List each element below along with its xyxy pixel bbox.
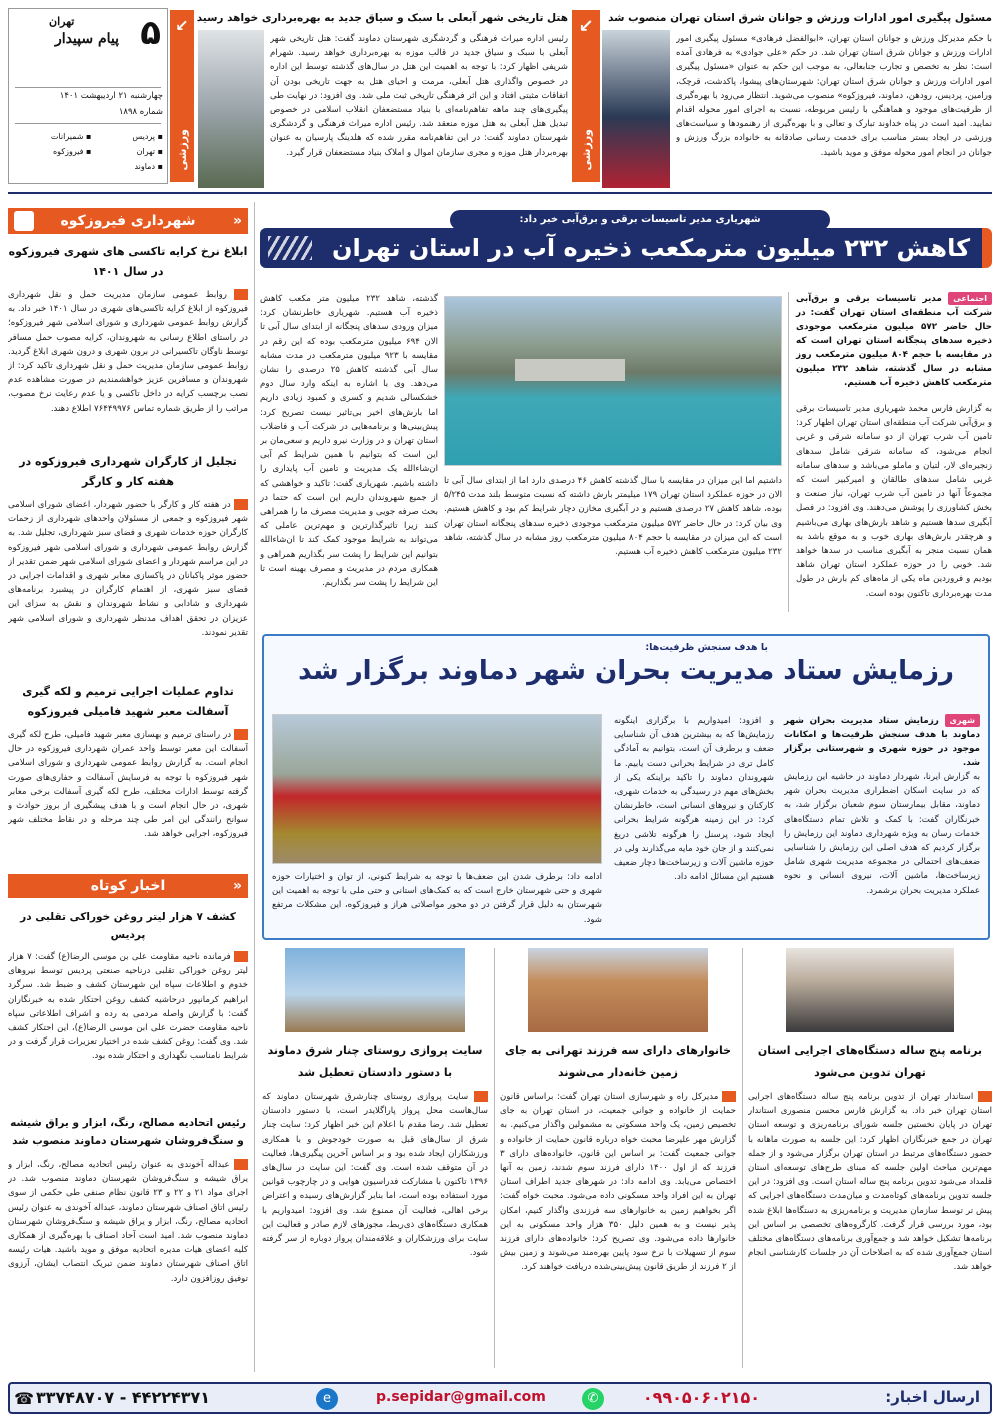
section-band-sports-2 [170, 10, 194, 182]
short-news-body: فرمانده ناحیه مقاومت علی بن موسی الرضا(ع) گفت: ۷ هزار لیتر روغن خوراکی تقلبی درناحیه صنعتی پردیس توسط نیروهای خدوم و اطلاعات سپاه این شهرستان کشف و ضبط شد. سرگرد ابراهیم کرمانپور درحاشیه کشف روغن احتکار شده به خبرنگاران گفت: با گزارش واصله مردمی به رده و اشراف اطلاعاتی سپاه ناحیه مقاومت حضرت علی ابن موسی الرضا(ع)، این احتکار کشف شد. وی گفت: روغن کشف شده در اختیار تعزیرات قرار گرفت و در شرایط نامناسب نگهداری و احتکار شده بود. [8, 952, 248, 1062]
short-news-2 [8, 1114, 248, 1368]
short-news-body: عبداله آخوندی به عنوان رئیس اتحادیه مصالح، رنگ، ابزار و یراق شیشه و سنگ‌فروشان شهرستان دماوند منصوب شد. در اجرای مواد ۲۱ و ۲۲ و ۲۳ قانون نظام صنفی طی حکمی از سوی رئیس اتاق اصناف شهرستان دماوند، عبداله آخوندی به عنوان رئیس اتحادیه مصالح، رنگ، ابزار و یراق شیشه و سنگ‌فروشان شهرستان دماوند منصوب شد. امید است آحاد اصناف با بهره‌گیری از همکاری کلیه اعضای هیات مدیره اتحادیه موفق و موید باشید. هیات رئیسه اتاق اصناف شهرستان دماوند ضمن تبریک انتصاب ایشان، آرزوی توفیق روزافزون دارد. [8, 1160, 248, 1284]
bottom-photo-governor [786, 948, 954, 1032]
lead-headline-box [260, 228, 992, 268]
sidebar-item-2 [8, 452, 248, 668]
drill-photo [272, 714, 602, 864]
page-number: ۵ [140, 13, 161, 53]
top-news-1 [602, 10, 992, 185]
city-item: ▪ پردیس [132, 132, 163, 141]
sidebar-item-body: در راستای ترمیم و بهسازی معبر شهید فامیلی، طرح لکه گیری آسفالت این معبر توسط واحد عمران شهرداری فیروزکوه در حال انجام است. به گزارش روابط عمومی شهرداری و شورای اسلامی شهر فیروزکوه با توجه به فرسایش آسفالت و حفاری‌های صورت گرفته توسط ادارات مختلف، طرح لکه گیری آسفالت برخی معابر شهری، در حال انجام است و با هدف پیشگیری از بروز حوادث و سوانح رانندگی این امر طی چند مرحله و در نقاط مختلف شهر فیروزکوه، اجرایی خواهد شد. [8, 730, 248, 840]
sidebar-header-arrow-icon: « [232, 213, 242, 229]
short-news-title: کشف ۷ هزار لیتر روغن خوراکی تقلبی در پردیس [20, 911, 236, 941]
footer-bar [8, 1382, 992, 1414]
logo: پیام سپیدار [54, 31, 120, 47]
news-photo-hotel [198, 30, 264, 188]
lead-headline: کاهش ۲۳۲ میلیون مترمکعب ذخیره آب در استان تهران [331, 234, 971, 262]
sidebar-item-title: ابلاغ نرخ کرایه تاکسی های شهری فیروزکوه در سال ۱۴۰۱ [8, 245, 248, 278]
sidebar [8, 202, 248, 1372]
section-tag: اجتماعی [948, 292, 992, 305]
section-band-sports-1 [572, 10, 600, 182]
section-label: ورزشی [176, 128, 189, 170]
sidebar-item-3 [8, 682, 248, 868]
sidebar-item-body: روابط عمومی سازمان مدیریت حمل و نقل شهرداری فیروزکوه از ابلاغ کرایه تاکسی‌های شهری در سال ۱۴۰۱ خبر داد. به گزارش روابط عمومی شهرداری و شورای اسلامی شهر فیروزکوه؛ در راستای اطلاع رسانی به شهروندان، کرایه مصوب حمل مسافر توسط ناوگان تاکسیرانی در برون شهری و درون شهری ابلاغ گردید. روابط عمومی سازمان مدیریت حمل و نقل شهرداری تاکید کرد: از شهروندان و مسافرین عزیز خواهشمندیم در صورت مشاهده عدم نصب برچسب کرایه در داخل تاکسی و یا عدم رعایت نرخ مصوب، مراتب را از طریق شماره تماس ۷۶۴۴۹۹۷۶ اطلاع دهند. [8, 290, 248, 414]
dam-wall-shape [515, 359, 625, 381]
lead-col-left: گذشته، شاهد ۲۳۲ میلیون متر مکعب کاهش ذخیره آب هستیم. شهریاری خاطرنشان کرد: میزان ورودی سدهای پنجگانه از ابتدای سال آبی تا الان ۶۹۴ میلیون مترمکعب بوده که این رقم در مقایسه با ۹۲۳ میلیون مترمکعب در مدت مشابه سال آبی گذشته کاهش ۲۵ درصدی را نشان می‌دهد. وی با اشاره به اینکه وارد سال دوم خشکسالی شدیم و کسری و کمبود زیادی داریم اما بارش‌های اخیر بی‌تاثیر نیست تصریح کرد: پیش‌بینی‌ها و برنامه‌هایی در شرکت آب و فاضلاب استان تهران و در وزارت نیرو داریم و سعی‌مان بر این است که بتوانیم با همین شرایط کم آبی ان‌شاءالله یک مدیریت و تامین آب پایداری را داشته باشیم. شهریاری گفت: تاکید و خواهشی که از جمیع شهروندان داریم این است که حتما در بحث صرفه جویی و مدیریت مصرف ما را همراهی کنند زیرا تاثیرگذارترین و مهم‌ترین عاملی که می‌تواند به شرایط موجود کمک کند تا ان‌شاءالله بتوانیم این شرایط را پشت سر بگذاریم همراهی و همکاری مردم در مدیریت و مصرف بهینه است تا این شرایط را پشت سر بگذاریم. [260, 294, 438, 589]
bottom-story-body: مدیرکل راه و شهرسازی استان تهران گفت: براساس قانون حمایت از خانواده و جوانی جمعیت، در استان تهران به جای تخصیص زمین، یک واحد مسکونی به مشمولین واگذار می‌کنیم. به گزارش مهر علیرضا محبت خواه درباره قانون حمایت از خانواده و جوانی جمعیت گفت: بر اساس این قانون، خانواده‌های دارای ۳ فرزند که از اول ۱۴۰۰ دارای فرزند سوم شدند، زمین به آنها اختصاص می‌یابد. وی ادامه داد: در شهرهای جدید اطراف استان تهران به این افراد واحد مسکونی داده می‌شود. محبت خواه گفت: اگر بخواهیم زمین به خانوارهای سه فرزندی واگذار کنیم، امکان پذیر نیست و به همین دلیل ۳۵۰ هزار واحد مسکونی به این خانوارها داده می‌شود. وی تصریح کرد: خانواده‌های دارای فرزند سوم از تسهیلات با نرخ سود پایین بهره‌مند می‌شوند و زمین بیش از ۲ فرزند از طریق قانون پیش‌بینی‌شده دریافت خواهند کرد. [500, 1092, 736, 1273]
sidebar-item-1 [8, 242, 248, 428]
lead-kicker: شهریاری مدیر تاسیسات برقی و برق‌آبی خبر داد: [450, 210, 830, 230]
lead-col-right: به گزارش فارس محمد شهریاری مدیر تاسیسات برقی و برق‌آبی شرکت آب منطقه‌ای استان تهران اظهار کرد: تامین آب شرب تهران از دو سامانه شرقی و غربی انجام می‌شود، که سامانه شرقی شامل سدهای زنجیره‌ای لار، لتیان و ماملو می‌باشد و سدهای سامانه غربی شامل سدهای طالقان و امیرکبیر است که مجموعاً آنها در تامین آب شرب تهران، نیاز صنعت و بخش کشاورزی را پوشش می‌دهند. وی افزود: در فصل آبگیری سدها هستیم و شاهد بارش‌های بهاری می‌باشیم و هرچقدر بارش‌های بهاری خوب و به موقع باشد به همان نسبت منجر به آبگیری مناسب در سدها خواهد شد. خوبی را در حوزه عملکرد استان تهران شاهد بودیم و فروردین ماه یکی از ماه‌های کم بارش در طول مدت بهره‌برداری تاکنون بوده است. [796, 404, 992, 599]
short-news-arrow-icon: « [232, 878, 242, 894]
bottom-story-title: خانوارهای دارای سه فرزند تهرانی به جای زمین خانه‌دار می‌شوند [504, 1044, 732, 1079]
city-list [13, 129, 163, 174]
second-kicker: با هدف سنجش ظرفیت‌ها: [645, 642, 768, 653]
masthead [8, 8, 168, 184]
bottom-photo-buildings [528, 948, 708, 1032]
footer-email[interactable]: p.sepidar@gmail.com [376, 1389, 546, 1405]
second-col-left: ادامه داد: برطرف شدن این ضعف‌ها با توجه به شرایط کنونی، از توان و اختیارات حوزه شهری و حتی شهرستان خارج است که به کمک‌های استانی و حتی ملی با توجه به اهمیت این شهرستان به دلیل قرار گرفتن در دو محور مواصلاتی هراز و فیروزکوه، این مشکلات مرتفع شود. [272, 872, 602, 925]
second-headline: رزمایش ستاد مدیریت بحران شهر دماوند برگزار شد [298, 656, 954, 686]
city-emblem-icon [14, 211, 34, 231]
sidebar-item-title: تداوم عملیات اجرایی ترمیم و لکه گیری آسفالت معبر شهید فامیلی فیروزکوه [22, 685, 234, 718]
sidebar-header: « شهرداری فیروزکوه [8, 208, 248, 234]
bottom-story-body: سایت پروازی روستای چنارشرق شهرستان دماوند که سال‌هاست محل پرواز پاراگلایدر است، با دستور دادستان تعطیل شد. رضا مقدم با اعلام این خبر اظهار کرد: سایت چنار شرق از سال‌های قبل به صورت خودجوش و با همکاری ورزشکاران ایجاد شده بود و بر اساس آخرین پیگیری‌ها، فعالیت در آن متوقف شده است. وی گفت: این سایت در سال‌های ۱۳۹۶ تاکنون با مشارکت فدراسیون هوایی و در چارچوب قوانین مورد استفاده بوده است، اما بنابر گزارش‌های رسیده و اعتراض برخی اهالی، فعالیت آن ممنوع شد. وی افزود: امیدواریم با همکاری دستگاه‌های ذی‌ربط، مجوزهای لازم صادر و فعالیت این سایت برای ورزشکاران و علاقه‌مندان پرواز دوباره از سر گرفته شود. [262, 1092, 488, 1259]
news-body: با حکم مدیرکل ورزش و جوانان استان تهران، «ابوالفضل فرهادی» مسئول پیگیری امور ادارات ورزش و جوانان شرق استان تهران شد. در حکم «علی جوادی» به فرهادی آمده است: نظر به تخصص و تجارب جنابعالی، به موجب این حکم به عنوان «مسئول پیگیری امور ادارات ورزش و جوانان شرق استان تهران: شهرستان‌های پیشوا، پاکدشت، قرچک، ورامین، پردیس، رودهن، دماوند، فیروزکوه» منصوب می‌شوید. انتظار می‌رود با بهره‌گیری از ظرفیت‌های موجود و هماهنگی با رئیس مربوطه، نسبت به اجرای امور محوله اقدام نمایید. امید است در پناه خداوند تبارک و تعالی و با بهره‌گیری از رهنمودها و سیاست‌های ورزشی در ایجاد بستر مناسب برای خدمت رسانی صادقانه به خانواده بزرگ ورزش و جوانان در انجام امور محوله موفق و موید باشید. [676, 34, 992, 158]
news-title: هتل تاریخی شهر آبعلی با سبک و سیاق جدید به بهره‌برداری خواهد رسید [196, 12, 568, 24]
sidebar-item-body: در هفته کار و کارگر با حضور شهردار، اعضای شورای اسلامی شهر فیروزکوه و جمعی از مسئولان واحدهای شهرداری از زحمات کارگران حوزه خدمات شهری و فضای سبز شهرداری، تجلیل شد. به گزارش روابط عمومی شهرداری و شورای اسلامی شهر فیروزکوه در این مراسم شهردار و اعضای شورای اسلامی شهر ضمن تقدیر از حضور موثر پاکبانان در پاکسازی معابر شهری و اقدامات اجرایی در فضای سبز شهری، از اهتمام کارگران در پیشبرد برنامه‌های شهرداری و شادابی و نشاط شهروندان و نقش به سزای این عزیزان در تحقق اهداف مدنظر شهرداری و شورای اسلامی شهر تقدیر نمودند. [8, 500, 248, 638]
short-news-title: رئیس اتحادیه مصالح، رنگ، ابزار و یراق شیشه و سنگ‌فروشان شهرستان دماوند منصوب شد [10, 1117, 246, 1147]
short-news-header: « اخبار کوتاه [8, 874, 248, 898]
footer-label: ارسال اخبار: [885, 1388, 980, 1406]
lead-summary: اجتماعی مدیر تاسیسات برقی و برق‌آبی شرکت آب منطقه‌ای استان تهران گفت: در حال حاضر ۵۷۲ میلیون مترمکعب موجودی ذخیره سدهای پنجگانه استان تهران است که در مقایسه با حجم ۸۰۴ میلیون مترمکعب روز مشابه در سال گذشته، شاهد ۲۳۲ میلیون مترمکعب کاهش ذخیره آب هستیم. [796, 294, 992, 388]
bottom-story-1 [748, 948, 992, 1368]
bullet-arrow-icon [234, 289, 248, 300]
sidebar-item-title: تجلیل از کارگران شهرداری فیروزکوه در هفته کار و کارگر [19, 455, 237, 488]
bottom-story-3 [262, 948, 488, 1368]
footer-phones[interactable]: ۴۴۲۲۴۳۷۱ - ۳۳۷۴۸۷۰۷ [36, 1388, 211, 1407]
bullet-arrow-icon [978, 1091, 992, 1102]
lead-col-mid: داشتیم اما این میزان در مقایسه با سال گذشته کاهش ۴۶ درصدی دارد اما از ابتدای سال آبی تا الان در حوزه عملکرد استان تهران ۱۷۹ میلیمتر بارش داشته که نسبت متوسط بلند مدت ۵/۲۴۵ بوده، شاهد کاهش ۲۷ درصدی هستیم و در آبگیری مخازن دچار شرایط کم بود و کاهش هستیم. وی بیان کرد: در حال حاضر ۵۷۲ میلیون مترمکعب موجودی ذخیره سدهای پنجگانه استان تهران است که این میزان در مقایسه با حجم ۸۰۴ میلیون مترمکعب روز مشابه در سال گذشته، شاهد ۲۳۲ میلیون مترمکعب کاهش ذخیره آب هستیم. [444, 476, 782, 558]
dam-photo [444, 296, 782, 466]
issue-number: شماره ۱۸۹۸ [118, 107, 163, 117]
city-item: ▪ تهران [136, 147, 163, 156]
bullet-arrow-icon [234, 1159, 248, 1170]
second-summary: شهری رزمایش ستاد مدیریت بحران شهر دماوند با هدف سنجش ظرفیت‌ها و امکانات موجود در حوزه شهری و شهرستانی برگزار شد. [784, 716, 980, 768]
bottom-story-title: سایت پروازی روستای چنار شرق دماوند با دستور دادستان تعطیل شد [267, 1044, 483, 1079]
section-arrow-icon: ↙ [578, 16, 594, 37]
stripes-decor-icon [268, 236, 312, 260]
whatsapp-icon: ✆ [582, 1388, 604, 1410]
bottom-story-body: استاندار تهران از تدوین برنامه پنج ساله دستگاه‌های اجرایی استان تهران خبر داد. به گزارش فارس محسن منصوری استاندار تهران در پایان نخستین جلسه شورای برنامه‌ریزی و توسعه استان تهران در جمع خبرنگاران اظهار کرد: این جلسه به صورت ماهانه با حضور دستگاه‌های مرتبط در استان تهران برگزار می‌شود و از جمله مهم‌ترین مباحث اولین جلسه که مبنای طرح‌های توسعه‌ای استان قلمداد می‌شود تدوین برنامه پنج ساله استان است. وی افزود: در این جلسه تدوین برنامه‌های کوتاه‌مدت و میان‌مدت دستگاه‌های اجرایی که پیش تر توسط سازمان مدیریت و برنامه‌ریزی به دستگاه‌ها ابلاغ شده بود، مورد بررسی قرار گرفت. کارگروه‌های تخصصی بر اساس این برنامه‌ها تشکیل خواهد شد و جمع‌آوری برنامه‌های دستگاه‌های مختلف استان جمع‌آوری شده که به اصلاحات آن در جلسات کارشناسی انجام خواهد شد. [748, 1092, 992, 1273]
news-photo-official [602, 30, 670, 188]
top-news-2 [196, 10, 568, 185]
short-news-1 [8, 908, 248, 1120]
news-body: رئیس اداره میراث فرهنگی و گردشگری شهرستان دماوند گفت: هتل تاریخی شهر آبعلی با سبک و سیاق جدید در قالب موزه به بهره‌برداری خواهد رسید. شهرام شریفی اظهار کرد: با توجه به اهمیت این هتل در سال‌های گذشته توسط این اداره در خصوص واگذاری هتل آبعلی، مرمت و احیای هتل به جهت تاریخی بودن آن اتفاقات مثبتی افتاد و این اثر فرهنگی تاریخی ثبت ملی شد. وی افزود: در نهایت طی پیگیری‌های چند ماهه تفاهم‌نامه‌ای با بنیاد مستضعفان انقلاب اسلامی در خصوص تبدیل هتل آبعلی به هتل موزه منعقد شد. رئیس اداره میراث فرهنگی و گردشگری شهرستان دماوند گفت: در این تفاهم‌نامه مقرر شده که هلدینگ پارسیان به عنوان بهره‌بردار هتل موزه و مجری سازمان اموال و املاک بنیاد مستضعفان قرار گیرد. [270, 34, 568, 158]
bullet-arrow-icon [722, 1091, 736, 1102]
bottom-photo-paragliders [285, 948, 465, 1032]
issue-date: چهارشنبه ۲۱ اردیبهشت ۱۴۰۱ [59, 91, 163, 101]
second-col-right: به گزارش ایرنا، شهردار دماوند در حاشیه این رزمایش که در سایت اسکان اضطراری مدیریت بحران شهر دماوند، مقابل بیمارستان سوم شعبان برگزار شد، به خبرنگاران گفت: با کمک و تلاش تمام دستگاه‌های خدمات رسان به ویژه شهرداری دماوند این رزمایش را برگزار کردیم که هدف اصلی این رزمایش را شناسایی ضعف‌های احتمالی در مجموعه مدیریت شهری شامل زیرساخت‌ها، ماشین آلات، نیروی انسانی و نحوه عملکرد مدیریت بحران برشمرد. [784, 772, 980, 896]
section-arrow-icon: ↙ [175, 16, 189, 35]
bullet-arrow-icon [234, 951, 248, 962]
city-item: ▪ شمیرانات [50, 132, 92, 141]
second-story [262, 634, 990, 940]
email-icon: e [316, 1388, 338, 1410]
news-title: مسئول پیگیری امور ادارات ورزش و جوانان شرق استان تهران منصوب شد [608, 12, 992, 24]
section-label: ورزشی [580, 128, 593, 170]
city-item: ▪ فیروزکوه [52, 147, 92, 156]
bullet-arrow-icon [234, 729, 248, 740]
city-item: ▪ دماوند [134, 162, 163, 171]
logo-top: تهران [49, 15, 75, 28]
lead-story [260, 206, 992, 616]
section-tag: شهری [945, 714, 980, 727]
footer-mobile[interactable]: ۰۹۹۰۵۰۶۰۲۱۵۰ [642, 1388, 760, 1407]
bottom-story-title: برنامه پنج ساله دستگاه‌های اجرایی استان تهران تدوین می‌شود [757, 1044, 983, 1079]
bullet-arrow-icon [234, 499, 248, 510]
bullet-arrow-icon [474, 1091, 488, 1102]
phone-icon: ☎ [14, 1389, 34, 1408]
second-col-mid: و افزود: امیدواریم با برگزاری اینگونه رزمایش‌ها که به بیشترین هدف آن شناسایی ضعف و برطرف آن است، بتوانیم به آمادگی کامل تری در شرایط بحرانی دست یابیم. ما شهروندان دماوند را تاکید براینکه یکی از بخش‌های مهم در رسیدگی به خدمات شهری، کارکنان و نیروهای انسانی است، خاطرنشان کرد: در این زمینه هرگونه شرایط بحرانی ایجاد شود، پرسنل را هرگونه تلاشی دریغ نمی‌کنند و از جان خود مایه می‌گذارند ولی در حوزه ماشین آلات و زیرساخت‌ها دچار ضعیف هستیم این مسائل ادامه داد. [614, 716, 774, 883]
bottom-story-2 [500, 948, 736, 1368]
